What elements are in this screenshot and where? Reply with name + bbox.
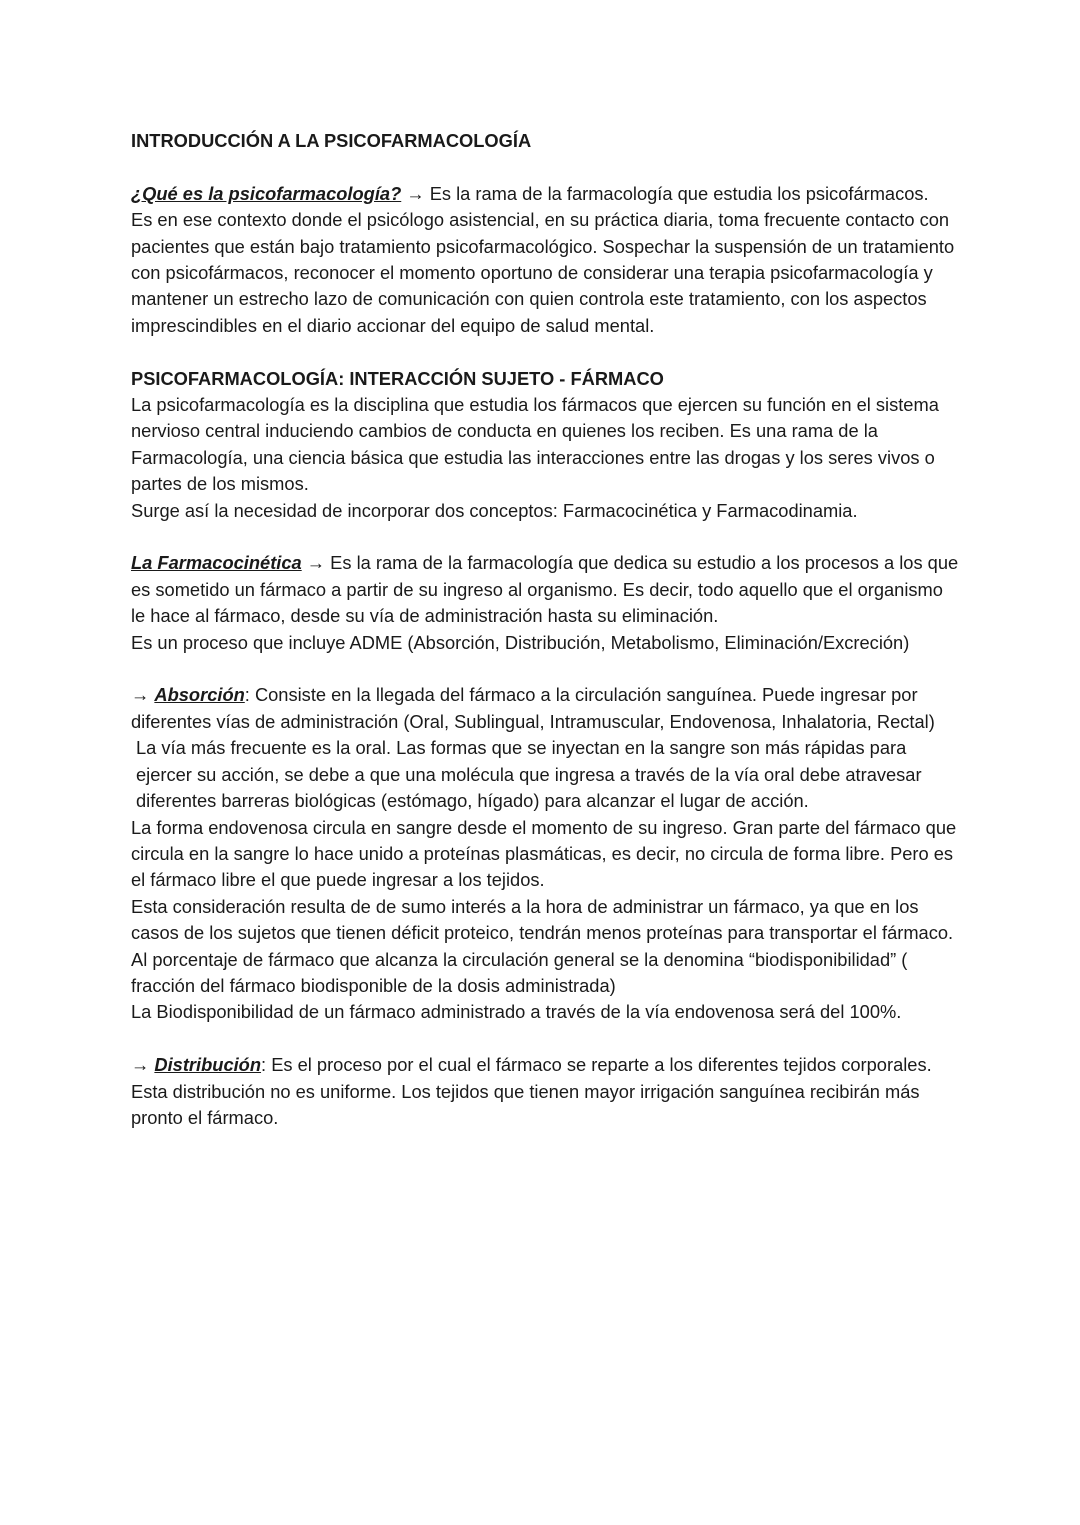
absorcion-paragraph-2: La vía más frecuente es la oral. Las formas que se inyectan en la sangre son más rápidas para ejercer su acción, se debe a que una molécula que ingresa a través de la vía oral debe atravesar diferentes barreras biológicas (estómago, hígado) para alcanzar el lugar de acción.: [136, 737, 922, 812]
arrow-icon: →: [301, 552, 331, 574]
intro-answer: Es la rama de la farmacología que estudia los psicofármacos.: [429, 182, 929, 204]
arrow-icon: →: [131, 684, 155, 706]
intro-paragraph: Es en ese contexto donde el psicólogo asistencial, en su práctica diaria, toma frecuente contacto con pacientes que están bajo tratamiento psicofarmacológico. Sospechar la suspensión de un tratamiento con psicofármacos, reconocer el momento oportuno de considerar una terapia psicofarmacología y mantener un estrecho lazo de comunicación con quien controla este tratamiento, con los aspectos imprescindibles en el diario accionar del equipo de salud mental.: [131, 209, 955, 336]
spacer: [131, 154, 961, 180]
absorcion-paragraph-4: Esta consideración resulta de de sumo interés a la hora de administrar un fármaco, ya que en los casos de los sujetos que tienen déficit proteico, tendrán menos proteínas para transportar el fármaco. Al porcentaje de fármaco que alcanza la circulación general se la denomina “biodisponibilidad” ( fracción del fármaco biodisponible de la dosis administrada): [131, 895, 954, 996]
absorcion-paragraph-5: La Biodisponibilidad de un fármaco administrado a través de la vía endovenosa será del 100%.: [131, 1001, 902, 1023]
section-heading-interaccion: PSICOFARMACOLOGÍA: INTERACCIÓN SUJETO - FÁRMACO: [131, 367, 664, 389]
distribucion-definition: [131, 1052, 961, 1131]
distribucion-text: : Es el proceso por el cual el fármaco se reparte a los diferentes tejidos corporales. Esta distribución no es uniforme. Los tejidos que tienen mayor irrigación sanguínea recibirán más pronto el fármaco.: [131, 1054, 932, 1128]
spacer: [131, 524, 961, 550]
spacer: [131, 656, 961, 682]
arrow-icon: →: [131, 1054, 155, 1076]
document-page: [131, 128, 961, 1131]
arrow-icon: →: [401, 182, 430, 204]
section2-paragraph: La psicofarmacología es la disciplina que estudia los fármacos que ejercen su función en el sistema nervioso central induciendo cambios de conducta en quienes los reciben. Es una rama de la Farmacología, una ciencia básica que estudia las interacciones entre las drogas y los seres vivos o partes de los mismos.: [131, 394, 939, 495]
intro-question: ¿Qué es la psicofarmacología?: [131, 182, 402, 204]
farmacocinetica-adme: Es un proceso que incluye ADME (Absorción, Distribución, Metabolismo, Eliminación/Excreción): [131, 631, 910, 653]
absorcion-definition: [131, 682, 961, 735]
absorcion-paragraph-3: La forma endovenosa circula en sangre desde el momento de su ingreso. Gran parte del fármaco que circula en la sangre lo hace unido a proteínas plasmáticas, es decir, no circula de forma libre. Pero es el fármaco libre el que puede ingresar a los tejidos.: [131, 816, 957, 891]
document-title: INTRODUCCIÓN A LA PSICOFARMACOLOGÍA: [131, 130, 532, 151]
farmacocinetica-term: La Farmacocinética: [131, 552, 302, 574]
absorcion-text: : Consiste en la llegada del fármaco a la circulación sanguínea. Puede ingresar por diferentes vías de administración (Oral, Sublingual, Intramuscular, Endovenosa, Inhalatoria, Rectal): [131, 684, 935, 732]
section2-paragraph-2: Surge así la necesidad de incorporar dos conceptos: Farmacocinética y Farmacodinamia.: [131, 499, 858, 521]
farmacocinetica-definition: [131, 550, 961, 629]
distribucion-term: Distribución: [154, 1054, 262, 1076]
spacer: [131, 1026, 961, 1052]
absorcion-term: Absorción: [154, 684, 245, 706]
farmacocinetica-text: Es la rama de la farmacología que dedica su estudio a los procesos a los que es sometido un fármaco a partir de su ingreso al organismo. Es decir, todo aquello que el organismo le hace al fármaco, desde su vía de administración hasta su eliminación.: [131, 552, 959, 627]
spacer: [131, 339, 961, 365]
intro-definition: [131, 181, 961, 207]
